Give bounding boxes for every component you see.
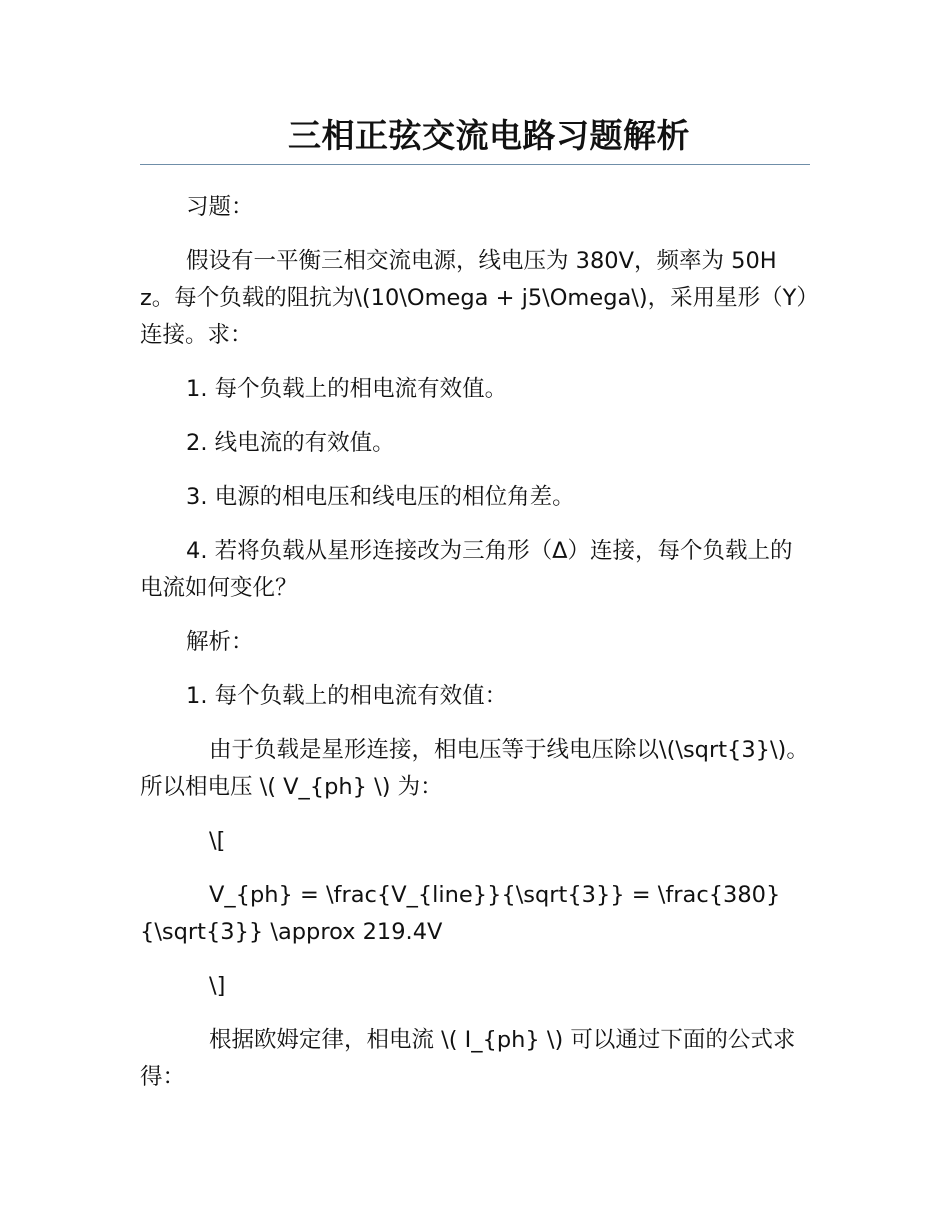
formula-close: \] bbox=[209, 973, 226, 999]
title-underline bbox=[140, 164, 810, 165]
solution-heading: 解析： bbox=[186, 629, 254, 655]
question-1: 1. 每个负载上的相电流有效值。 bbox=[186, 376, 508, 402]
solution-1-text: 由于负载是星形连接，相电压等于线电压除以\(\sqrt{3}\)。所以相电压 \( V_{ph} \) 为： bbox=[140, 737, 809, 800]
exercise-heading: 习题： bbox=[186, 194, 254, 220]
question-3: 3. 电源的相电压和线电压的相位角差。 bbox=[186, 484, 575, 510]
question-2: 2. 线电流的有效值。 bbox=[186, 430, 395, 456]
formula-open: \[ bbox=[209, 828, 226, 854]
ohms-law-text: 根据欧姆定律，相电流 \( I_{ph} \) 可以通过下面的公式求得： bbox=[140, 1027, 796, 1090]
solution-1-heading: 1. 每个负载上的相电流有效值： bbox=[186, 683, 508, 709]
document-title: 三相正弦交流电路习题解析 bbox=[288, 116, 690, 155]
document-page bbox=[140, 110, 810, 1113]
formula-phase-voltage: V_{ph} = \frac{V_{line}}{\sqrt{3}} = \frac{380}{\sqrt{3}} \approx 219.4V bbox=[140, 882, 781, 945]
question-4: 4. 若将负载从星形连接改为三角形（Δ）连接，每个负载上的电流如何变化？ bbox=[140, 538, 793, 601]
problem-statement: 假设有一平衡三相交流电源，线电压为 380V，频率为 50Hz。每个负载的阻抗为\(10\Omega + j5\Omega\)，采用星形（Y）连接。求： bbox=[140, 248, 808, 348]
